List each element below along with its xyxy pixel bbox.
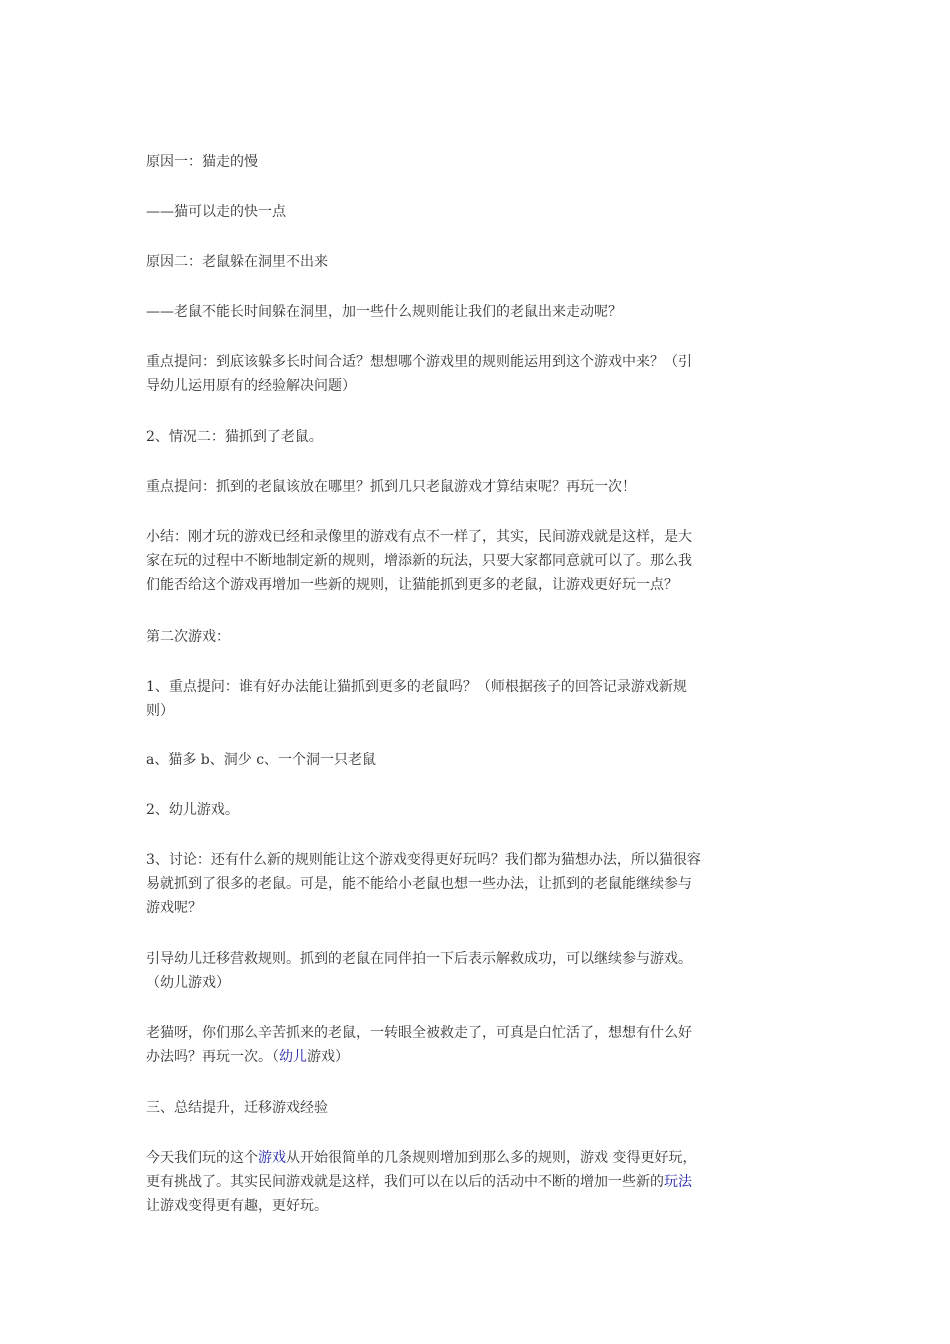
paragraph-options: a、猫多 b、洞少 c、一个洞一只老鼠: [146, 752, 377, 768]
paragraph-solution-2: ——老鼠不能长时间躲在洞里，加一些什么规则能让我们的老鼠出来走动呢？: [146, 304, 622, 320]
paragraph-child-game: 2、幼儿游戏。: [146, 802, 239, 818]
paragraph-summary: 小结：刚才玩的游戏已经和录像里的游戏有点不一样了，其实，民间游戏就是这样，是大 家在玩的过程中不断地制定新的规则，增添新的玩法，只要大家都同意就可以了。那么我 们能否给这个游戏再增加一些新的规则，让猫能抓到更多的老鼠，让游戏更好玩一点？: [146, 529, 692, 593]
paragraph-discussion: 3、讨论：还有什么新的规则能让这个游戏变得更好玩吗？我们都为猫想办法，所以猫很容 易就抓到了很多的老鼠。可是，能不能给小老鼠也想一些办法，让抓到的老鼠能继续参与 游戏呢？: [146, 852, 701, 916]
paragraph-key-question-1: 重点提问：到底该躲多长时间合适？想想哪个游戏里的规则能运用到这个游戏中来？（引 导幼儿运用原有的经验解决问题）: [146, 354, 692, 394]
conclusion-line-2: 更有挑战了。其实民间游戏就是这样，我们可以在以后的活动中不断的增加一些新的玩法: [146, 1174, 692, 1190]
paragraph-second-game: 第二次游戏：: [146, 629, 230, 645]
paragraph-old-cat-line-2: 办法吗？再玩一次。（幼儿游戏）: [146, 1049, 349, 1065]
paragraph-section-three: 三、总结提升，迁移游戏经验: [146, 1100, 328, 1116]
paragraph-solution-1: ——猫可以走的快一点: [146, 204, 286, 220]
link-game[interactable]: 游戏: [258, 1150, 286, 1166]
link-child[interactable]: 幼儿: [279, 1049, 307, 1065]
paragraph-key-question-2: 重点提问：抓到的老鼠该放在哪里？抓到几只老鼠游戏才算结束呢？再玩一次！: [146, 479, 636, 495]
paragraph-reason-2: 原因二：老鼠躲在洞里不出来: [146, 254, 328, 270]
paragraph-key-question-3: 1、重点提问：谁有好办法能让猫抓到更多的老鼠吗？（师根据孩子的回答记录游戏新规 则）: [146, 679, 687, 719]
paragraph-conclusion: 今天我们玩的这个游戏从开始很简单的几条规则增加到那么多的规则，游戏 变得更好玩， 更有挑战了。其实民间游戏就是这样，我们可以在以后的活动中不断的增加一些新的玩法 让游戏变得更有趣，更好玩。: [146, 1146, 810, 1218]
paragraph-rescue-rule: 引导幼儿迁移营救规则。抓到的老鼠在同伴拍一下后表示解救成功，可以继续参与游戏。 （幼儿游戏）: [146, 951, 692, 991]
conclusion-line-1: 今天我们玩的这个游戏从开始很简单的几条规则增加到那么多的规则，游戏 变得更好玩，: [146, 1150, 697, 1166]
paragraph-reason-1: 原因一：猫走的慢: [146, 154, 258, 170]
paragraph-old-cat: 老猫呀，你们那么辛苦抓来的老鼠，一转眼全被救走了，可真是白忙活了，想想有什么好 办法吗？再玩一次。（幼儿游戏）: [146, 1021, 810, 1069]
link-play-method[interactable]: 玩法: [664, 1174, 692, 1190]
paragraph-situation-2: 2、情况二：猫抓到了老鼠。: [146, 429, 323, 445]
